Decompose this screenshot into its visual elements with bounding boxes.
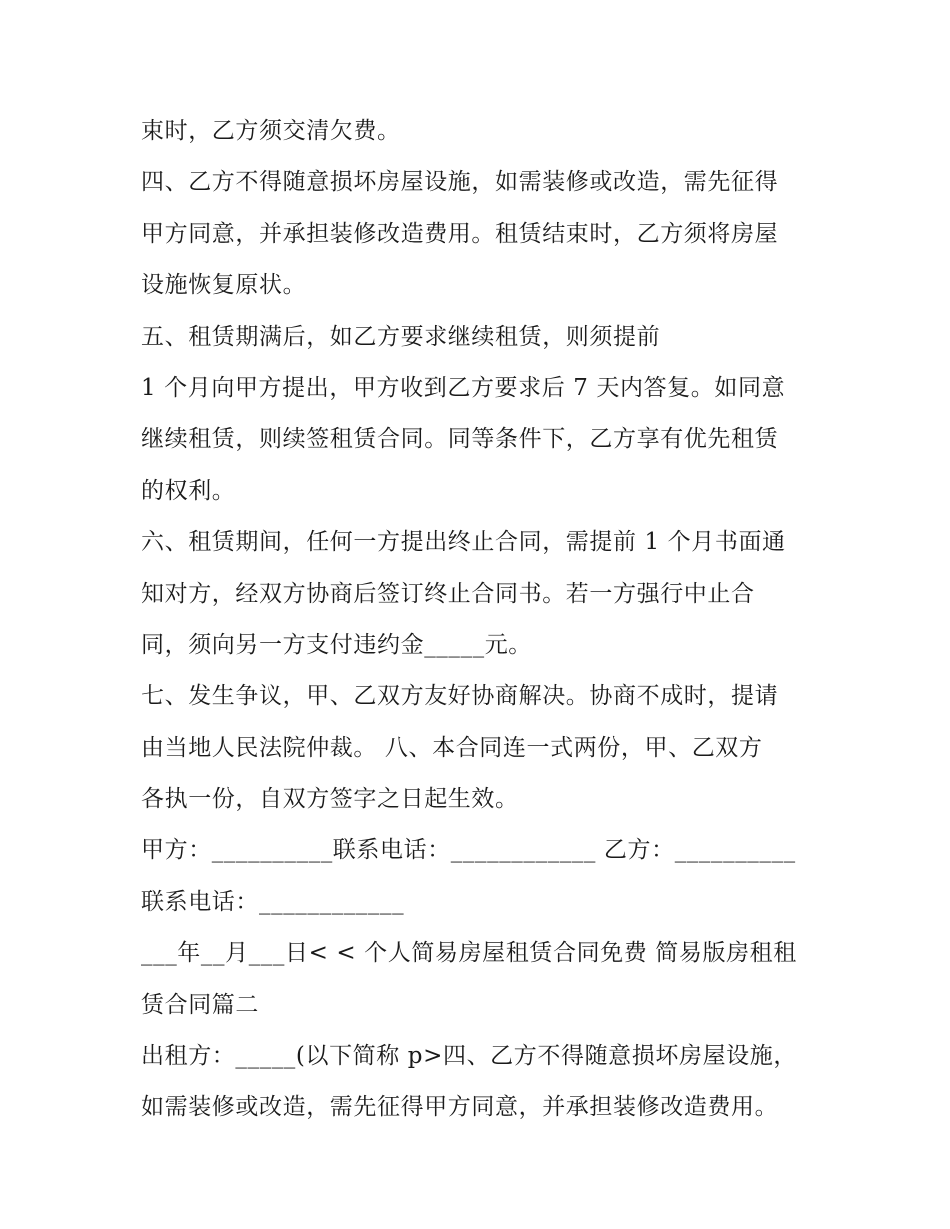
text-line: 束时，乙方须交清欠费。	[141, 118, 401, 144]
text-line: 七、发生争议，甲、乙双方友好协商解决。协商不成时，提请	[141, 683, 779, 710]
text-line: 联系电话：____________	[141, 888, 405, 915]
text-line: 六、租赁期间，任何一方提出终止合同，需提前 1 个月书面通	[141, 529, 786, 556]
text-line: 各执一份，自双方签字之日起生效。	[141, 786, 519, 813]
text-line: ___年__月___日< < 个人简易房屋租赁合同免费 简易版房租租	[141, 940, 797, 967]
text-line: 赁合同篇二	[141, 991, 259, 1018]
text-line: 由当地人民法院仲裁。 八、本合同连一式两份，甲、乙双方	[141, 734, 763, 761]
text-line: 甲方同意，并承担装修改造费用。租赁结束时，乙方须将房屋	[141, 220, 779, 247]
text-line: 知对方，经双方协商后签订终止合同书。若一方强行中止合	[141, 580, 755, 607]
text-line: 设施恢复原状。	[141, 272, 307, 299]
document-body	[141, 106, 821, 1134]
text-line: 出租方：_____(以下简称 p>四、乙方不得随意损坏房屋设施，	[141, 1043, 797, 1070]
text-line: 同，须向另一方支付违约金_____元。	[141, 631, 532, 658]
text-line: 如需装修或改造，需先征得甲方同意，并承担装修改造费用。	[141, 1094, 779, 1121]
text-line: 甲方：__________联系电话：____________ 乙方：__________	[141, 837, 796, 864]
text-line: 的权利。	[141, 477, 236, 504]
text-line: 继续租赁，则续签租赁合同。同等条件下，乙方享有优先租赁	[141, 426, 779, 453]
text-line: 五、租赁期满后，如乙方要求继续租赁，则须提前	[141, 323, 661, 350]
text-line: 1 个月向甲方提出，甲方收到乙方要求后 7 天内答复。如同意	[141, 374, 786, 401]
text-line: 四、乙方不得随意损坏房屋设施，如需装修或改造，需先征得	[141, 169, 779, 196]
